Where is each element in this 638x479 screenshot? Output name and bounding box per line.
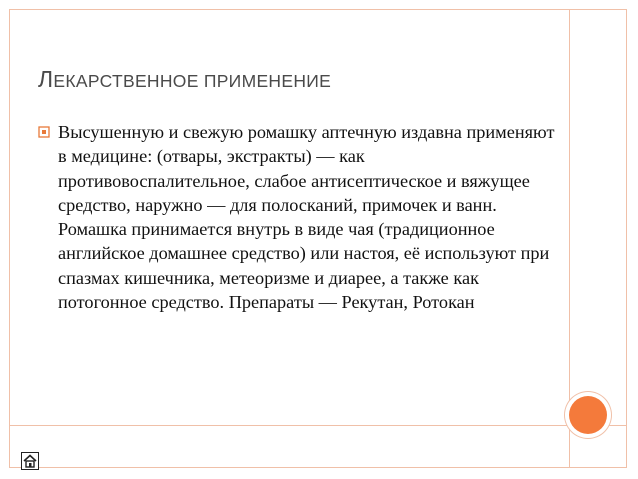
right-divider (569, 10, 570, 467)
title-first-letter: Л (38, 66, 54, 92)
home-icon[interactable] (21, 452, 39, 470)
bullet-item (38, 120, 558, 314)
bullet-icon (38, 126, 50, 138)
footer-divider (10, 425, 626, 426)
slide-title (38, 68, 331, 91)
bullet-text: Высушенную и свежую ромашку аптечную издавна применяют в медицине: (отвары, экстракты) — как противовоспалительное, слабое антисептическое и вяжущее средство, наружно — для полосканий, примочек и ванн. Ромашка принимается внутрь в виде чая (традиционное английское домашнее средство) или настоя, её используют при спазмах кишечника, метеоризме и диарее, а также как потогонное средство. Препараты — Рекутан, Ротокан (58, 122, 555, 313)
accent-circle (569, 396, 607, 434)
title-rest: ЕКАРСТВЕННОЕ ПРИМЕНЕНИЕ (53, 71, 332, 91)
